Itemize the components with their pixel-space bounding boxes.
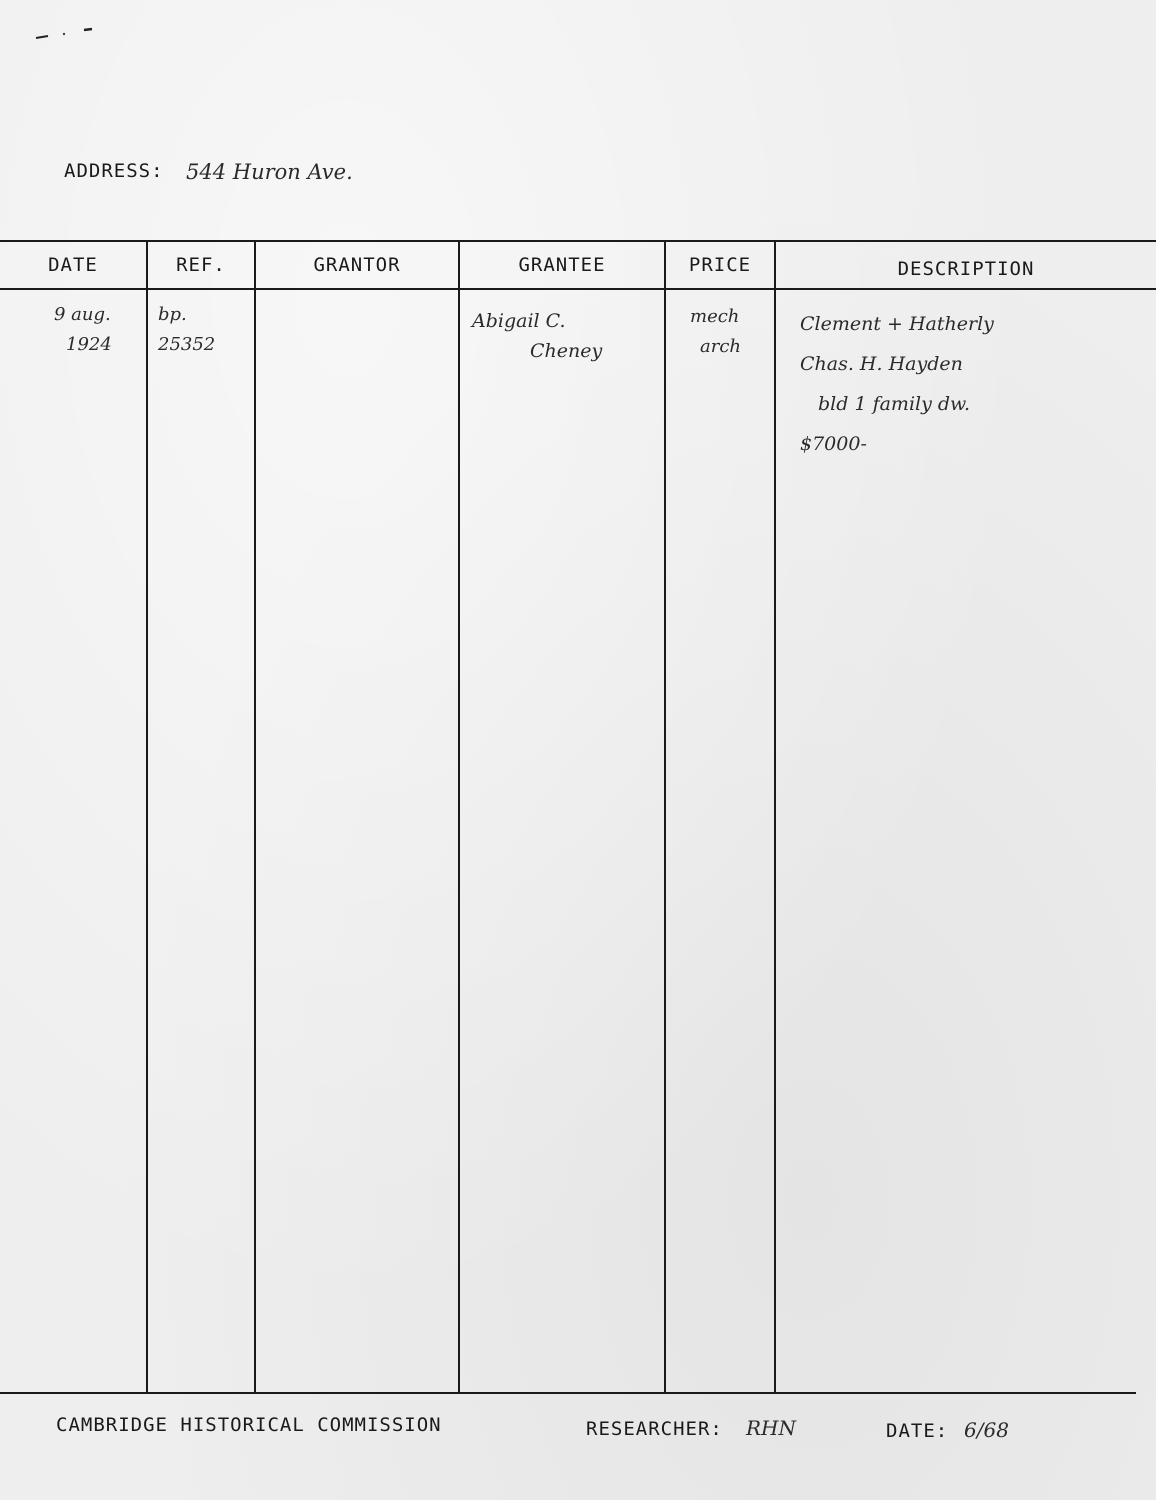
address-label: ADDRESS: xyxy=(64,160,164,182)
cell-date-line-2: 1924 xyxy=(66,334,112,355)
column-divider-2 xyxy=(254,240,256,1392)
header-price: PRICE xyxy=(688,254,752,276)
ink-mark xyxy=(34,26,94,42)
header-description: DESCRIPTION xyxy=(897,258,1035,280)
cell-ref-line-1: bp. xyxy=(158,304,187,325)
header-ref: REF. xyxy=(176,254,226,276)
cell-date xyxy=(54,300,112,360)
cell-price-line-2: arch xyxy=(700,336,742,357)
header-bottom-rule xyxy=(0,288,1156,290)
cell-description xyxy=(800,304,994,464)
table-top-rule xyxy=(0,240,1156,242)
header-date: DATE xyxy=(48,254,98,276)
cell-ref xyxy=(158,300,215,360)
cell-date-line-1: 9 aug. xyxy=(54,304,111,325)
column-divider-5 xyxy=(774,240,776,1392)
cell-ref-line-2: 25352 xyxy=(158,334,216,355)
cell-price-line-1: mech xyxy=(690,306,740,327)
cell-grantee-line-2: Cheney xyxy=(530,340,603,362)
cell-price xyxy=(690,302,741,362)
cell-grantee-line-1: Abigail C. xyxy=(472,310,566,332)
column-divider-1 xyxy=(146,240,148,1392)
date-label: DATE: xyxy=(886,1420,949,1442)
cell-description-line-3: bld 1 family dw. xyxy=(818,393,971,415)
address-value: 544 Huron Ave. xyxy=(186,160,353,184)
cell-description-line-2: Chas. H. Hayden xyxy=(800,353,963,375)
date-value: 6/68 xyxy=(964,1418,1009,1442)
cell-description-line-4: $7000- xyxy=(800,433,867,455)
organization-name: CAMBRIDGE HISTORICAL COMMISSION xyxy=(56,1414,442,1436)
header-grantee: GRANTEE xyxy=(518,254,606,276)
cell-description-line-1: Clement + Hatherly xyxy=(800,313,994,335)
table-bottom-rule xyxy=(0,1392,1136,1394)
researcher-label: RESEARCHER: xyxy=(586,1418,723,1440)
column-divider-3 xyxy=(458,240,460,1392)
column-divider-4 xyxy=(664,240,666,1392)
header-grantor: GRANTOR xyxy=(313,254,401,276)
cell-grantee xyxy=(472,306,602,366)
researcher-value: RHN xyxy=(746,1416,796,1440)
